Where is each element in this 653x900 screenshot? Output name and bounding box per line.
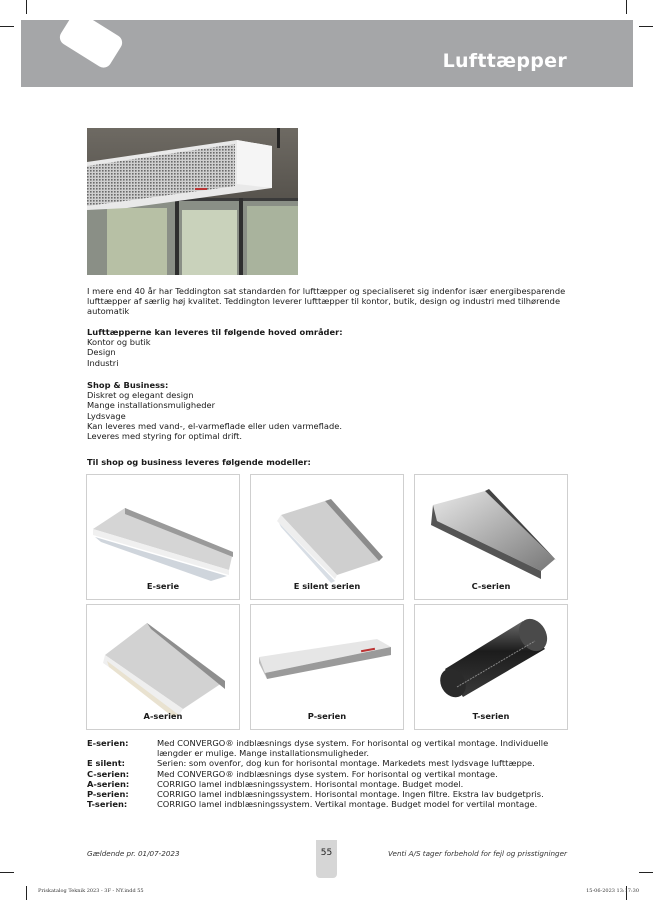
list-item: Leveres med styring for optimal drift. <box>87 431 243 442</box>
crop-mark <box>26 0 27 14</box>
list-item: Mange installationsmuligheder <box>87 400 216 411</box>
spec-name: T-serien: <box>87 799 128 810</box>
crop-mark <box>639 26 653 27</box>
model-label: A-serien <box>143 711 183 721</box>
spec-desc: Med CONVERGO® indblæsnings dyse system. For horisontal og vertikal montage. <box>157 768 498 779</box>
shop-section <box>87 380 567 441</box>
spec-row <box>87 799 567 809</box>
spec-desc: Med CONVERGO® indblæsnings dyse system. For horisontal og vertikal montage. Individuelle længder er mulige. Mange installationsmuligheder. <box>157 738 549 759</box>
crop-mark <box>0 872 14 873</box>
list-item: Kontor og butik <box>87 337 151 348</box>
spec-name: A-serien: <box>87 778 130 789</box>
model-label: P-serien <box>307 711 347 721</box>
model-card-e-silent <box>250 474 404 600</box>
intro-paragraph: I mere end 40 år har Teddington sat standarden for lufttæpper og specialiseret sig indenfor især energibesparende lufttæpper af særlig høj kvalitet. Teddington leverer lufttæpper til kontor, butik, design og industri med tilhørende automatik <box>87 286 566 317</box>
list-item: Lydsvage <box>87 410 126 421</box>
spec-desc: Serien: som ovenfor, dog kun for horisontal montage. Markedets mest lydsvage lufttæppe. <box>157 758 535 769</box>
models-heading: Til shop og business leveres følgende modeller: <box>87 457 311 467</box>
model-label: C-serien <box>471 581 511 591</box>
spec-name: E-serien: <box>87 738 129 748</box>
list-item: Kan leveres med vand-, el-varmeflade eller uden varmeflade. <box>87 420 342 431</box>
model-label: T-serien <box>472 711 510 721</box>
spec-row <box>87 779 567 789</box>
page-number-tab <box>316 840 337 878</box>
spec-desc: CORRIGO lamel indblæsningssystem. Vertikal montage. Budget model for vertilal montage. <box>157 799 538 810</box>
spec-desc: CORRIGO lamel indblæsningssystem. Horisontal montage. Ingen filtre. Ekstra lav budgetpris. <box>157 789 544 800</box>
spec-desc: CORRIGO lamel indblæsningssystem. Horisontal montage. Budget model. <box>157 778 464 789</box>
model-card-e-serie <box>86 474 240 600</box>
spec-name: C-serien: <box>87 768 130 779</box>
spec-row <box>87 738 567 758</box>
footer-disclaimer: Venti A/S tager forbehold for fejl og prisstigninger <box>388 849 567 858</box>
specs-list <box>87 738 567 809</box>
page-title: Lufttæpper <box>442 50 567 72</box>
print-slug-file: Priskatalog Teknik 2023 - 3F - NY.indd 55 <box>38 888 144 894</box>
footer-validity: Gældende pr. 01/07-2023 <box>87 849 180 858</box>
spec-row <box>87 769 567 779</box>
list-item: Design <box>87 347 116 358</box>
print-slug-timestamp: 15-06-2023 13:17:30 <box>586 888 639 894</box>
model-card-t-serien <box>414 604 568 730</box>
spec-row <box>87 758 567 768</box>
list-item: Diskret og elegant design <box>87 390 194 401</box>
spec-row <box>87 789 567 799</box>
areas-title: Lufttæpperne kan leveres til følgende hoved områder: <box>87 327 343 337</box>
crop-mark <box>0 26 14 27</box>
model-card-a-serien <box>86 604 240 730</box>
list-item: Industri <box>87 357 119 368</box>
crop-mark <box>639 872 653 873</box>
page-number: 55 <box>320 848 333 858</box>
hero-photo <box>87 128 298 275</box>
crop-mark <box>626 0 627 14</box>
model-label: E silent serien <box>293 581 361 591</box>
crop-mark <box>26 886 27 900</box>
model-card-p-serien <box>250 604 404 730</box>
model-label: E-serie <box>146 581 180 591</box>
spec-name: P-serien: <box>87 789 129 800</box>
areas-section <box>87 327 567 368</box>
shop-title: Shop & Business: <box>87 380 169 390</box>
spec-name: E silent: <box>87 758 126 769</box>
model-card-c-serien <box>414 474 568 600</box>
